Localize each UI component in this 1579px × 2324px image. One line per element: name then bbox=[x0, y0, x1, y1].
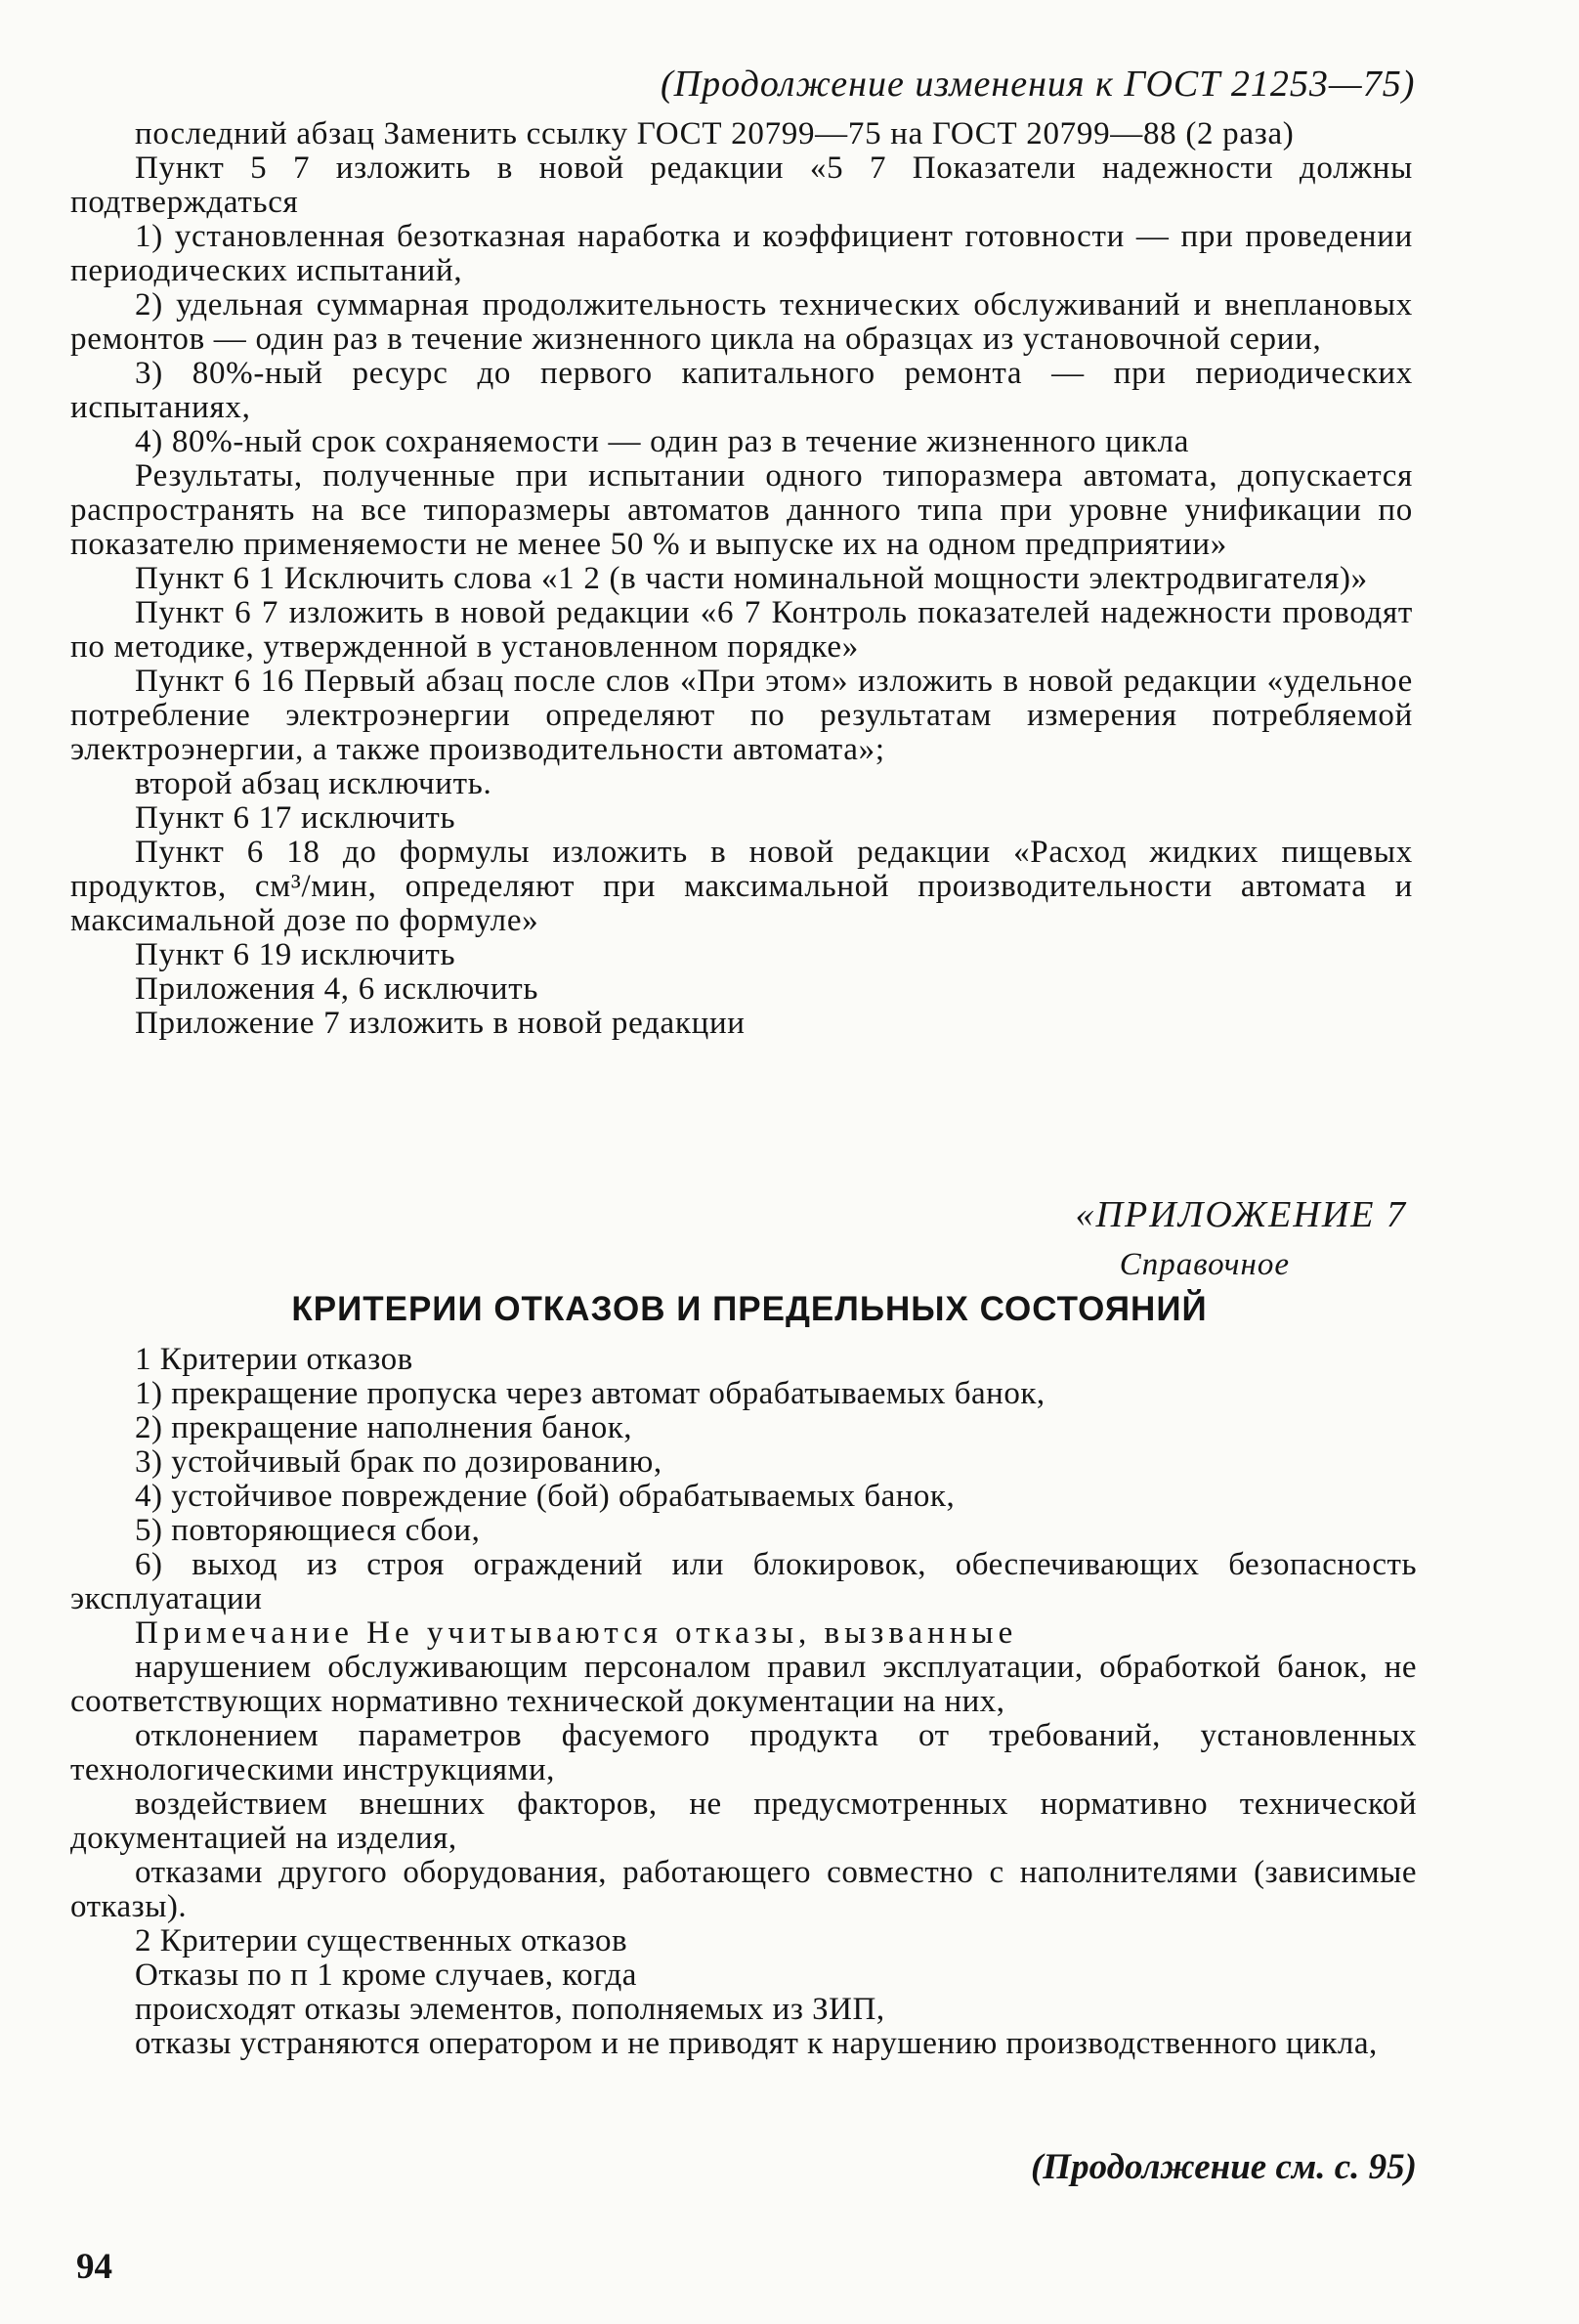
paragraph-item-4: 4) 80%-ный срок сохраняемости — один раз в течение жизненного цикла bbox=[135, 424, 1190, 459]
paragraph-item-3: 3) 80%-ный ресурс до первого капитального ремонта — при периодических испытаниях, bbox=[70, 356, 1413, 425]
note-heading: Примечание Не учитываются отказы, вызванные bbox=[135, 1615, 1018, 1651]
failure-criterion-1: 1) прекращение пропуска через автомат обрабатываемых банок, bbox=[135, 1376, 1046, 1411]
paragraph-item-1: 1) установленная безотказная наработка и коэффициент готовности — при проведении периодических испытаний, bbox=[70, 219, 1413, 288]
operator-exception: отказы устраняются оператором и не приводят к нарушению производственного цикла, bbox=[135, 2026, 1378, 2061]
failure-criterion-3: 3) устойчивый брак по дозированию, bbox=[135, 1444, 662, 1480]
paragraph-appendices-exclusion: Приложения 4, 6 исключить bbox=[135, 971, 539, 1007]
paragraph-item-2: 2) удельная суммарная продолжительность технических обслуживаний и внеплановых ремонтов — один раз в течение жизненного цикла на образцах из установочной серии, bbox=[70, 287, 1413, 357]
amendment-text bbox=[70, 117, 1413, 1041]
failure-criterion-6: 6) выход из строя ограждений или блокировок, обеспечивающих безопасность эксплуатации bbox=[70, 1547, 1417, 1616]
continuation-header: (Продолжение изменения к ГОСТ 21253—75) bbox=[661, 64, 1416, 105]
continuation-footer: (Продолжение см. с. 95) bbox=[1030, 2147, 1417, 2187]
appendix-label: «ПРИЛОЖЕНИЕ 7 bbox=[1075, 1194, 1407, 1235]
paragraph-second-paragraph: второй абзац исключить. bbox=[135, 766, 492, 801]
paragraph-reference-replacement: последний абзац Заменить ссылку ГОСТ 20799—75 на ГОСТ 20799—88 (2 раза) bbox=[135, 116, 1295, 151]
excluded-failure-external-factors: воздействием внешних факторов, не предусмотренных нормативно технической документацией на изделия, bbox=[70, 1786, 1417, 1856]
appendix-text bbox=[70, 1343, 1417, 2061]
paragraph-clause-6-16: Пункт 6 16 Первый абзац после слов «При этом» изложить в новой редакции «удельное потребление электроэнергии определяют по результатам измерения потребляемой электроэнергии, а также производительности автомата»; bbox=[70, 664, 1413, 767]
excluded-failure-personnel: нарушением обслуживающим персоналом правил эксплуатации, обработкой банок, не соответствующих нормативно технической документации на них, bbox=[70, 1650, 1417, 1719]
appendix-kind: Справочное bbox=[1119, 1247, 1290, 1282]
significant-failure-heading: 2 Критерии существенных отказов bbox=[135, 1923, 628, 1958]
failure-criterion-5: 5) повторяющиеся сбои, bbox=[135, 1513, 481, 1548]
excluded-failure-dependent: отказами другого оборудования, работающего совместно с наполнителями (зависимые отказы). bbox=[70, 1855, 1417, 1924]
failure-criteria-heading: 1 Критерии отказов bbox=[135, 1342, 413, 1377]
failure-criterion-2: 2) прекращение наполнения банок, bbox=[135, 1410, 633, 1445]
paragraph-appendix-7-revision: Приложение 7 изложить в новой редакции bbox=[135, 1006, 746, 1041]
paragraph-clause-6-18: Пункт 6 18 до формулы изложить в новой редакции «Расход жидких пищевых продуктов, см³/мин, определяют при максимальной производительности автомата и максимальной дозе по формуле» bbox=[70, 835, 1413, 938]
spare-parts-exception: происходят отказы элементов, пополняемых из ЗИП, bbox=[135, 1992, 885, 2027]
failure-criterion-4: 4) устойчивое повреждение (бой) обрабатываемых банок, bbox=[135, 1479, 956, 1514]
paragraph-clause-5-7: Пункт 5 7 изложить в новой редакции «5 7 Показатели надежности должны подтверждаться bbox=[70, 151, 1413, 220]
paragraph-clause-6-1: Пункт 6 1 Исключить слова «1 2 (в части номинальной мощности электродвигателя)» bbox=[135, 561, 1368, 596]
page-number: 94 bbox=[76, 2247, 112, 2287]
excluded-failure-product-parameters: отклонением параметров фасуемого продукта от требований, установленных технологическими инструкциями, bbox=[70, 1718, 1417, 1787]
significant-failure-condition: Отказы по п 1 кроме случаев, когда bbox=[135, 1958, 637, 1993]
paragraph-clause-6-17: Пункт 6 17 исключить bbox=[135, 800, 456, 836]
appendix-title: КРИТЕРИИ ОТКАЗОВ И ПРЕДЕЛЬНЫХ СОСТОЯНИЙ bbox=[291, 1290, 1208, 1328]
paragraph-clause-6-19: Пункт 6 19 исключить bbox=[135, 937, 456, 972]
paragraph-clause-6-7: Пункт 6 7 изложить в новой редакции «6 7 Контроль показателей надежности проводят по методике, утвержденной в установленном порядке» bbox=[70, 595, 1413, 665]
paragraph-results: Результаты, полученные при испытании одного типоразмера автомата, допускается распространять на все типоразмеры автоматов данного типа при уровне унификации по показателю применяемости не менее 50 % и выпуске их на одном предприятии» bbox=[70, 458, 1413, 562]
